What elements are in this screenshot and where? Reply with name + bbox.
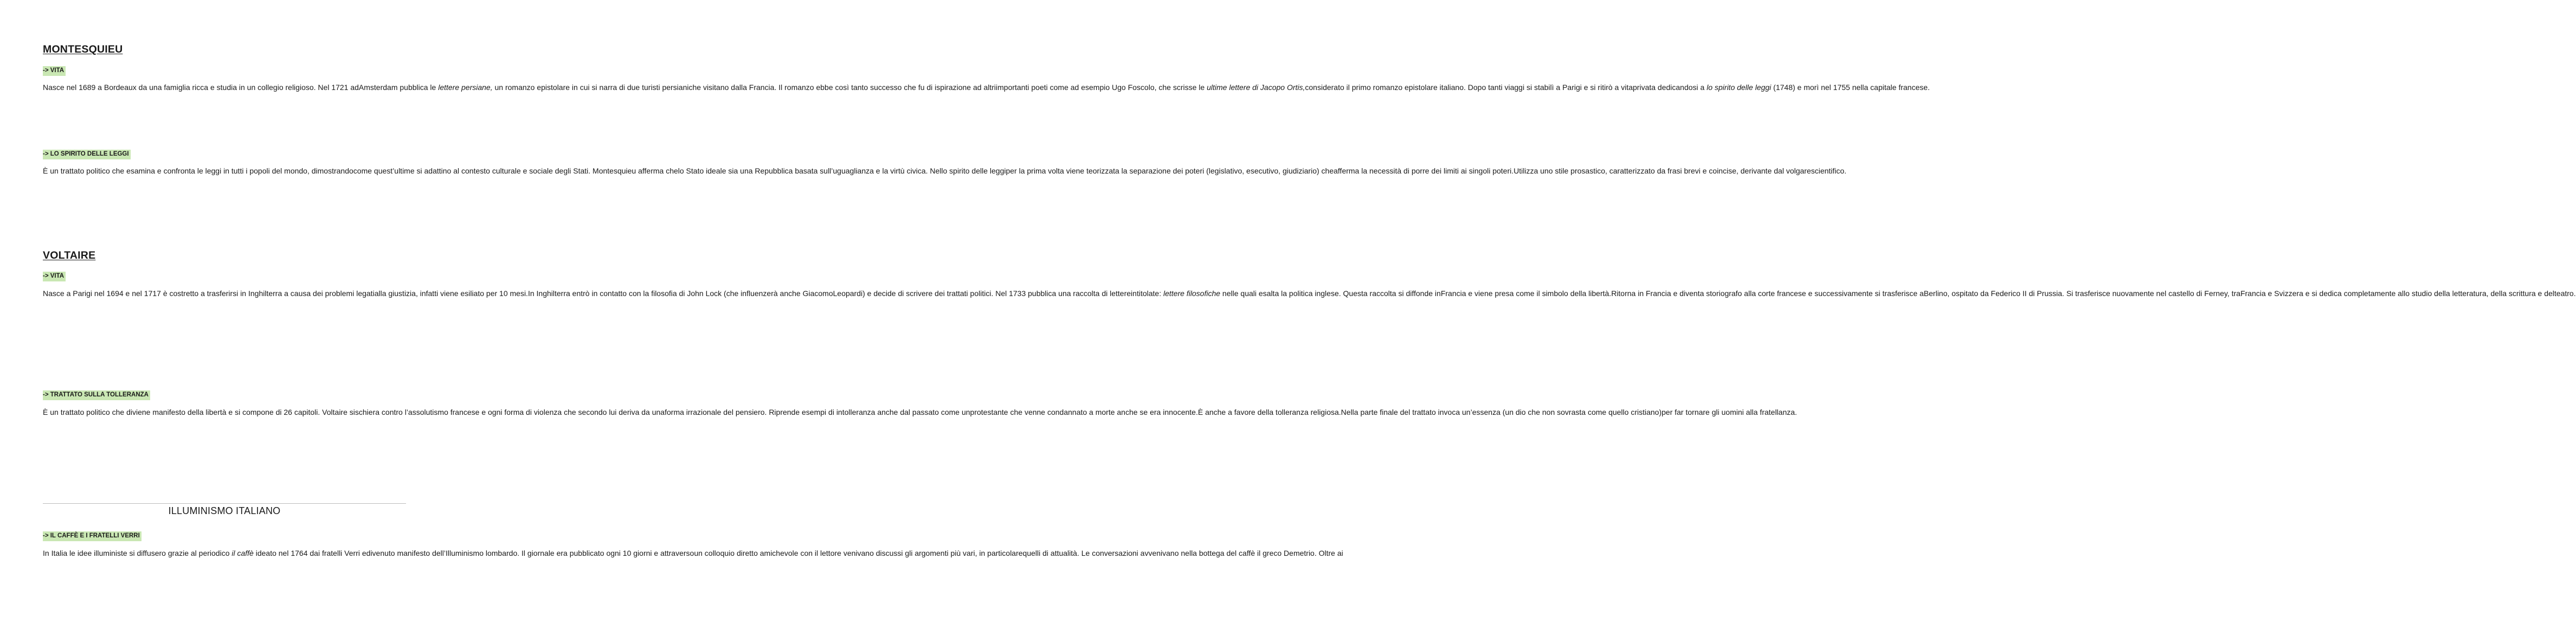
text-run: Amsterdam pubblica le [358,83,439,92]
text-run: Nasce a Parigi nel 1694 e nel 1717 è costretto a trasferirsi in Inghilterra a causa dei problemi legati [43,289,375,298]
text-run: scientifico. [1811,166,1847,175]
text-line [1611,289,1924,298]
text-line [1924,289,2240,298]
text-run: che visitano dalla Francia. Il romanzo ebbe così tanto successo che fu di ispirazione ad altri [688,83,996,92]
voltaire-vita-paragraph [43,289,2576,298]
text-run: Berlino, ospitato da Federico II di Prussia. Si trasferisce nuovamente nel castello di Ferney, tra [1923,289,2240,298]
montesquieu-title: MONTESQUIEU [43,43,123,55]
text-line [1514,166,1811,175]
illuminismo-title: ILLUMINISMO ITALIANO [168,505,281,516]
text-line [353,166,678,175]
text-line [43,166,353,175]
text-run: È un trattato politico che esamina e confronta le leggi in tutti i popoli del mondo, dimostrando [43,166,353,175]
text-line [43,549,366,557]
text-run: privata dedicandosi a [1633,83,1707,92]
text-line [996,83,1305,92]
text-run: schiera contro l’assolutismo francese e ogni forma di violenza che secondo lui deriva da una [355,408,665,416]
text-run: lo Stato ideale sia una Repubblica basata sull’uguaglianza e la virtù civica. Nello spirito delle leggi [678,166,1006,175]
text-run: (1748) e morì nel 1755 nella capitale francese. [1771,83,1930,92]
montesquieu-spirito-tag: -> LO SPIRITO DELLE LEGGI [43,150,131,159]
text-line [43,83,359,92]
text-run: Francia e viene presa come il simbolo della libertà. [1440,289,1612,298]
text-line [528,289,833,298]
text-run: ideato nel 1764 dai fratelli Verri e [253,549,366,557]
text-run: considerato il primo romanzo epistolare italiano. Dopo tanti viaggi si stabilì a Parigi e si ritirò a vita [1305,83,1633,92]
text-run: un colloquio diretto amichevole con il lettore venivano discussi gli argomenti più vari, in particolare [694,549,1023,557]
text-run: Francia e Svizzera e si dedica completamente allo studio della letteratura, della scrittura e del [2240,289,2554,298]
text-line [43,289,375,298]
text-line [1305,83,1633,92]
text-run: importanti poeti come ad esempio Ugo Foscolo, che scrisse le [996,83,1207,92]
text-run: per la prima volta viene teorizzata la separazione dei poteri (legislativo, esecutivo, giudiziario) che [1006,166,1334,175]
text-run: intitolate: [1131,289,1163,298]
text-line [366,549,694,557]
italic-title: lo spirito delle leggi [1706,83,1772,92]
text-line [1023,549,1343,557]
text-run: come quest’ultime si adattino al contesto culturale e sociale degli Stati. Montesquieu afferma che [353,166,678,175]
text-run: È un trattato politico che diviene manifesto della libertà e si compone di 26 capitoli. Voltaire si [43,408,355,416]
text-line [1811,166,1846,175]
text-line [678,166,1006,175]
text-run: divenuto manifesto dell’Illuminismo lombardo. Il giornale era pubblicato ogni 10 giorni e attraverso [366,549,694,557]
text-run: protestante che venne condannato a morte anche se era innocente. [970,408,1198,416]
text-line [694,549,1022,557]
montesquieu-vita-tag: -> VITA [43,66,66,76]
text-line [359,83,689,92]
text-line [1006,166,1334,175]
text-run: teatro. [2554,289,2576,298]
text-run: nelle quali esalta la politica inglese. Questa raccolta si diffonde in [1220,289,1441,298]
text-run: Nella parte finale del trattato invoca un’essenza (un dio che non sovrasta come quello cristiano) [1341,408,1662,416]
text-run: In Italia le idee illuministe si diffusero grazie al periodico [43,549,232,557]
text-run: Nasce nel 1689 a Bordeaux da una famiglia ricca e studia in un collegio religioso. Nel 1721 ad [43,83,359,92]
illuminismo-caffe-tag: -> IL CAFFÈ E I FRATELLI VERRI [43,531,141,541]
text-line [1633,83,1930,92]
voltaire-trattato-paragraph [43,408,1797,417]
montesquieu-spirito-paragraph [43,166,1847,176]
italic-title: lettere filosofiche [1163,289,1221,298]
text-line [688,83,996,92]
montesquieu-vita-paragraph [43,83,1930,92]
text-line [1661,408,1797,416]
text-line [1334,166,1514,175]
italic-title: il caffè [231,549,254,557]
italic-title: ultime lettere di Jacopo Ortis, [1207,83,1305,92]
text-line [1441,289,1611,298]
text-line [833,289,1131,298]
text-run: È anche a favore della tolleranza religiosa. [1197,408,1341,416]
text-line [665,408,970,416]
section-divider [43,503,406,504]
text-line [970,408,1198,416]
text-run: alla giustizia, infatti viene esiliato per 10 mesi. [374,289,528,298]
voltaire-title: VOLTAIRE [43,249,96,261]
text-line [375,289,528,298]
text-run: Ritorna in Francia e diventa storiografo alla corte francese e successivamente si trasferisce a [1611,289,1924,298]
text-run: quelli di attualità. Le conversazioni avvenivano nella bottega del caffè il greco Demetrio. Oltre ai [1022,549,1343,557]
text-line [355,408,665,416]
text-line [1131,289,1441,298]
text-run: forma irrazionale del pensiero. Riprende esempi di intolleranza anche dal passato come un [665,408,970,416]
text-line [2554,289,2576,298]
text-line [2240,289,2554,298]
text-line [43,408,355,416]
illuminismo-caffe-paragraph [43,549,1343,558]
voltaire-trattato-tag: -> TRATTATO SULLA TOLLERANZA [43,390,150,400]
text-line [1198,408,1341,416]
italic-title: lettere persiane, [438,83,493,92]
text-run: Leopardi) e decide di scrivere dei trattati politici. Nel 1733 pubblica una raccolta di lettere [833,289,1131,298]
text-run: afferma la necessità di porre dei limiti ai singoli poteri. [1334,166,1514,175]
text-line [1341,408,1661,416]
text-run: Utilizza uno stile prosastico, caratterizzato da frasi brevi e coincise, derivante dal volgare [1514,166,1811,175]
text-run: In Inghilterra entrò in contatto con la filosofia di John Lock (che influenzerà anche Giacomo [527,289,833,298]
text-run: per far tornare gli uomini alla fratellanza. [1661,408,1797,416]
voltaire-vita-tag: -> VITA [43,272,66,281]
text-run: un romanzo epistolare in cui si narra di due turisti persiani [492,83,689,92]
